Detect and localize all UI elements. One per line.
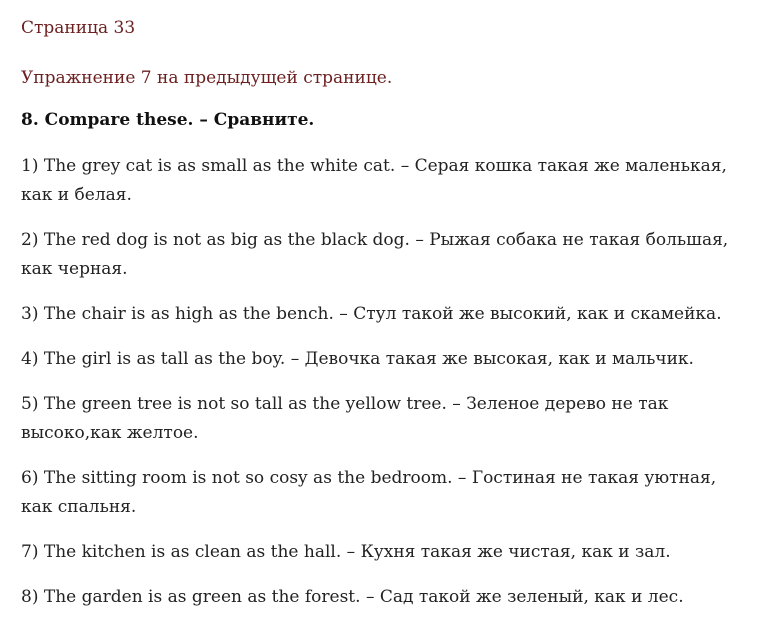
sentence-item: 1) The grey cat is as small as the white cat. – Серая кошка такая же маленькая, как и белая.	[21, 156, 727, 205]
page-number: Страница 33	[21, 18, 136, 38]
sentence-item: 5) The green tree is not so tall as the yellow tree. – Зеленое дерево не так высоко,как желтое.	[21, 394, 669, 443]
sentence-item: 6) The sitting room is not so cosy as the bedroom. – Гостиная не такая уютная, как спальня.	[21, 468, 717, 517]
sentence-item: 3) The chair is as high as the bench. – Стул такой же высокий, как и скамейка.	[21, 304, 722, 324]
sentence-list	[21, 152, 747, 612]
sentence-item: 2) The red dog is not as big as the black dog. – Рыжая собака не такая большая, как черная.	[21, 230, 729, 279]
exercise-reference: Упражнение 7 на предыдущей странице.	[21, 68, 393, 88]
sentence-item: 4) The girl is as tall as the boy. – Девочка такая же высокая, как и мальчик.	[21, 349, 694, 369]
sentence-item: 7) The kitchen is as clean as the hall. – Кухня такая же чистая, как и зал.	[21, 542, 671, 562]
exercise-heading: 8. Compare these. – Сравните.	[21, 110, 315, 130]
sentence-item: 8) The garden is as green as the forest. – Сад такой же зеленый, как и лес.	[21, 587, 684, 607]
